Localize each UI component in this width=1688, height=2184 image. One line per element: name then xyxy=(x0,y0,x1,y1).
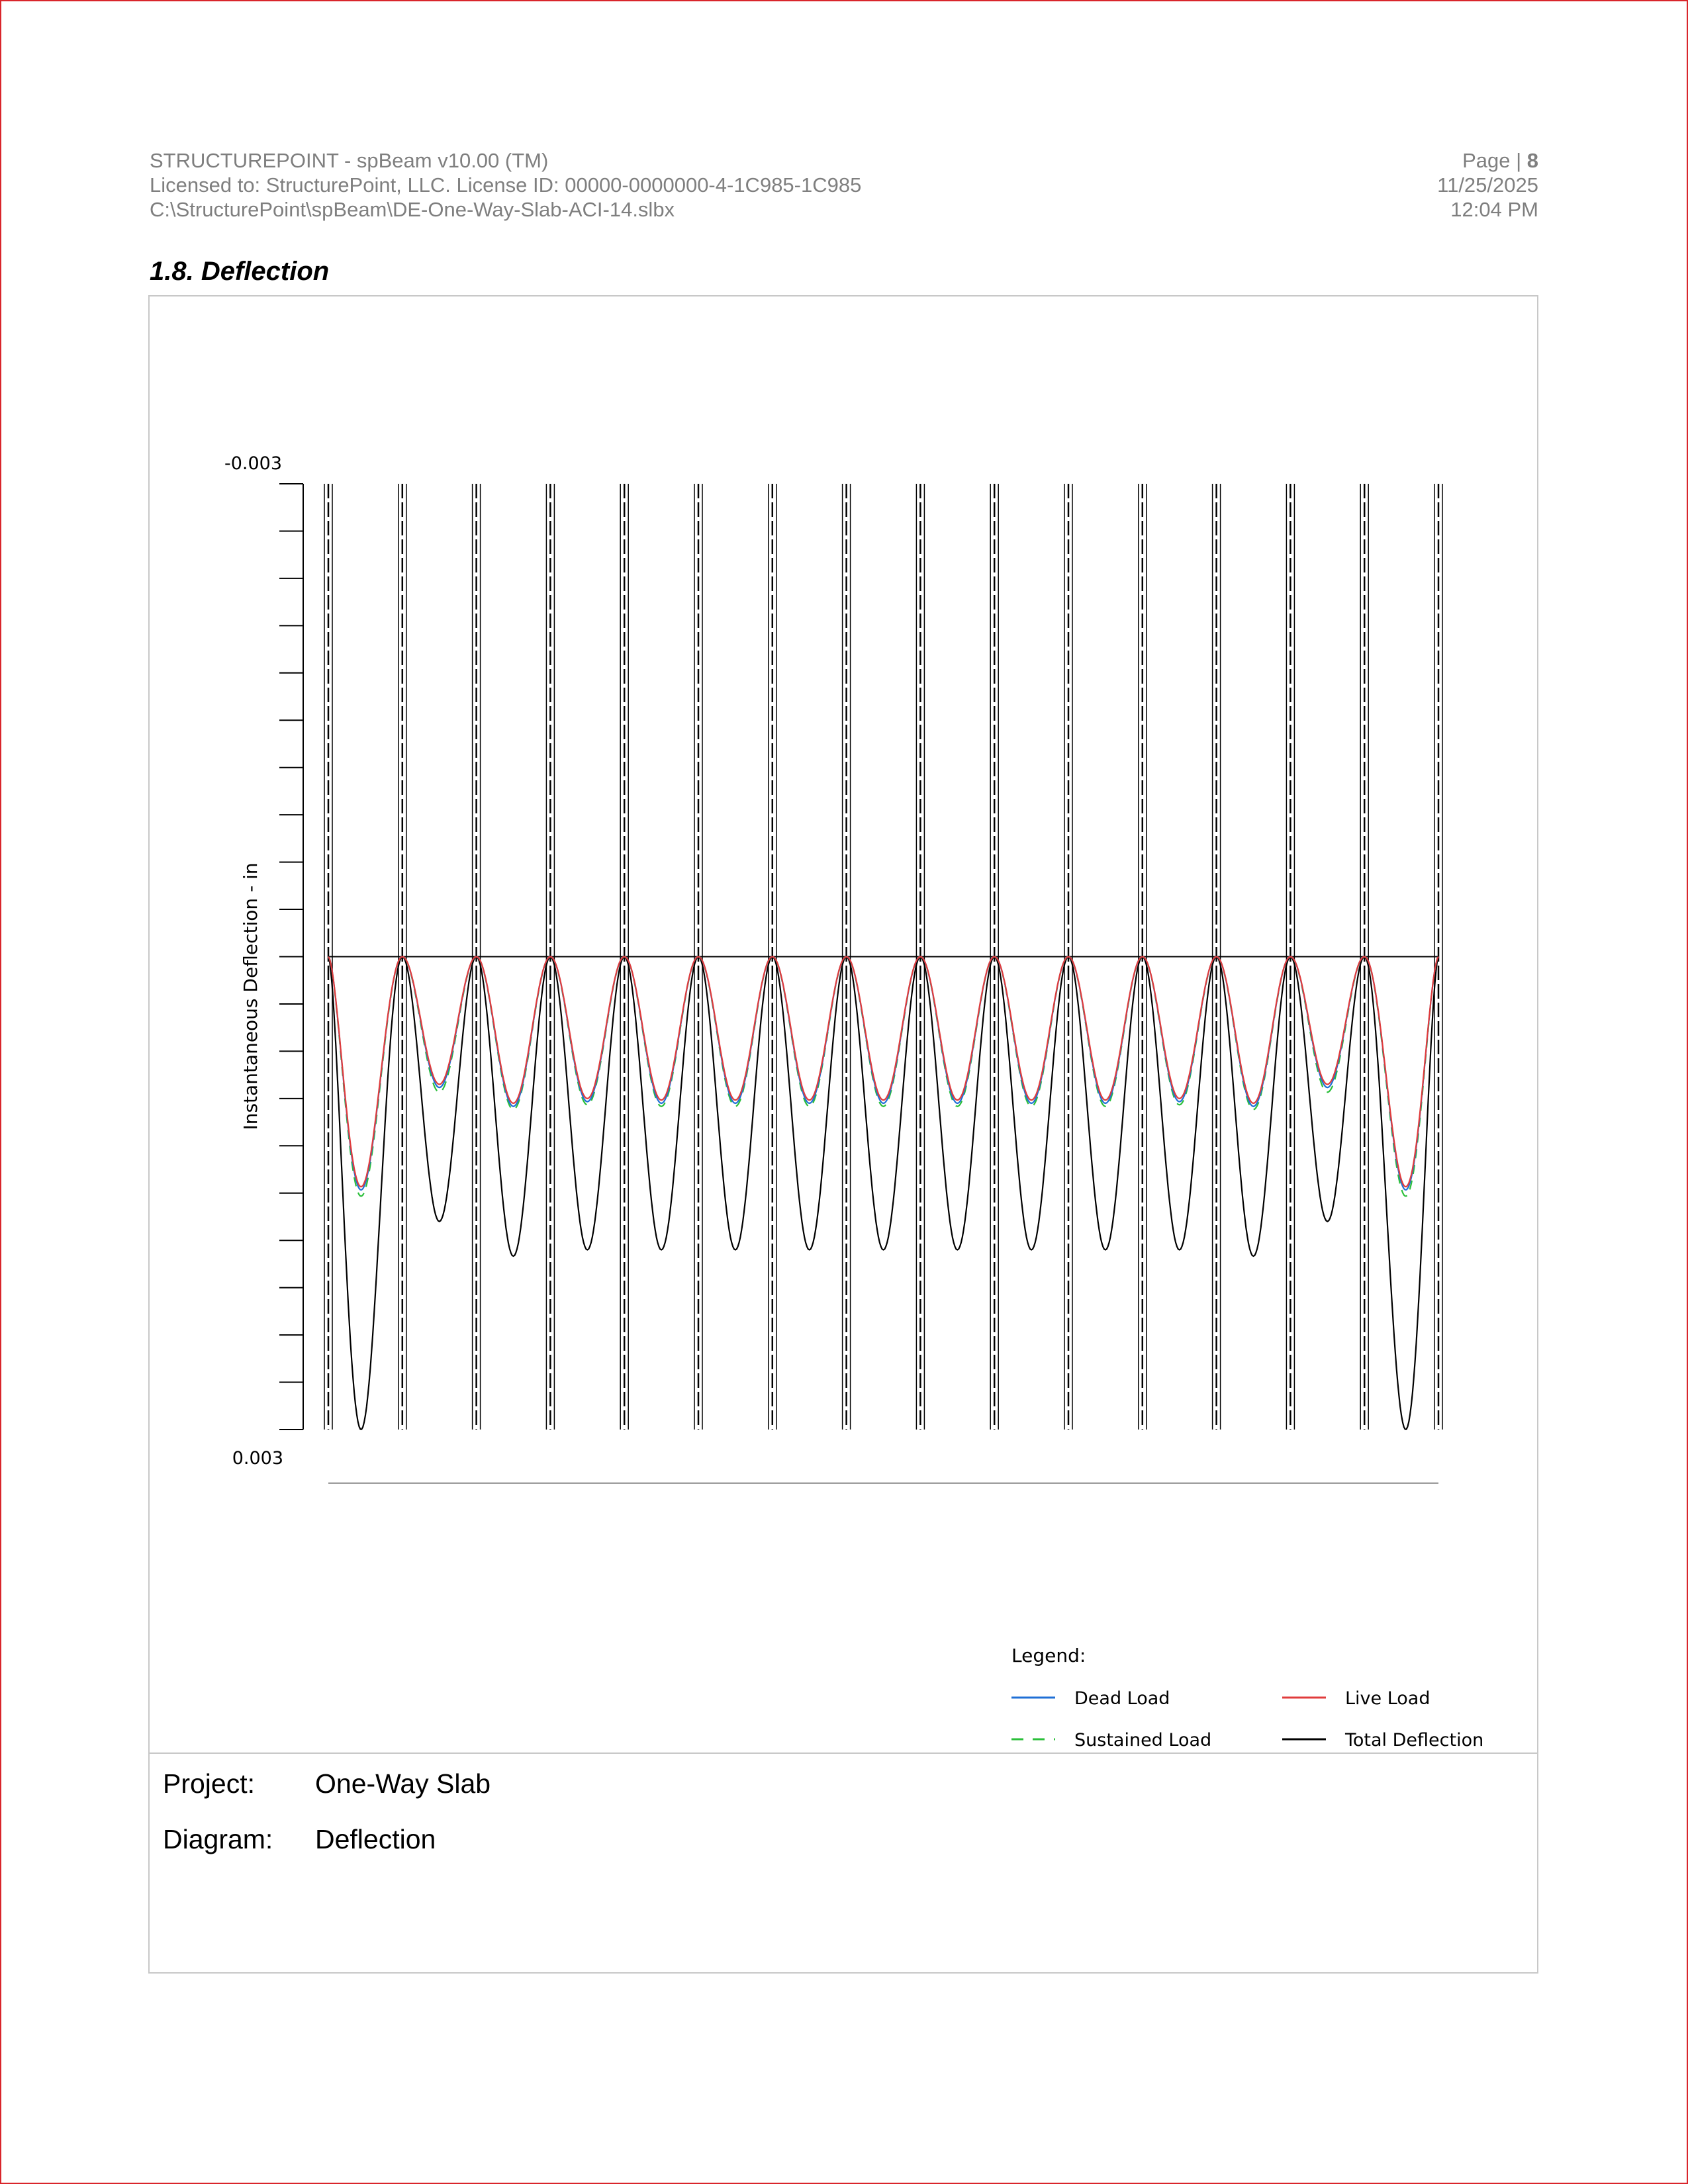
report-date: 11/25/2025 xyxy=(1437,173,1538,197)
y-axis-label: Instantaneous Deflection - in xyxy=(240,862,261,1130)
legend-label-total-deflection: Total Deflection xyxy=(1345,1730,1484,1751)
diagram-value: Deflection xyxy=(315,1824,436,1854)
report-time: 12:04 PM xyxy=(1450,198,1538,221)
software-name: STRUCTUREPOINT - spBeam v10.00 (TM) xyxy=(150,149,549,172)
license-info: Licensed to: StructurePoint, LLC. License ID: 00000-0000000-4-1C985-1C985 xyxy=(150,173,862,197)
series-curves xyxy=(328,957,1438,1430)
section-title: 1.8. Deflection xyxy=(150,257,330,286)
legend-title: Legend: xyxy=(1011,1645,1086,1666)
page-label: Page | xyxy=(1462,149,1527,172)
diagram-row xyxy=(163,1824,436,1855)
legend-label-live-load: Live Load xyxy=(1345,1688,1430,1709)
project-label: Project: xyxy=(163,1768,255,1799)
file-path: C:\StructurePoint\spBeam\DE-One-Way-Slab-ACI-14.slbx xyxy=(150,198,675,221)
series-line-dead-load xyxy=(328,957,1438,1190)
y-tick-label-bottom: 0.003 xyxy=(232,1448,283,1469)
legend-label-dead-load: Dead Load xyxy=(1074,1688,1170,1709)
legend-label-sustained-load: Sustained Load xyxy=(1074,1730,1212,1751)
diagram-label: Diagram: xyxy=(163,1824,273,1854)
page-number: 8 xyxy=(1526,149,1538,172)
series-line-live-load xyxy=(328,957,1438,1187)
legend xyxy=(1011,1645,1483,1751)
project-row xyxy=(163,1768,491,1799)
series-line-sustained-load xyxy=(328,957,1438,1197)
project-value: One-Way Slab xyxy=(315,1768,491,1799)
y-axis xyxy=(279,484,303,1430)
y-tick-label-top: -0.003 xyxy=(224,453,282,474)
